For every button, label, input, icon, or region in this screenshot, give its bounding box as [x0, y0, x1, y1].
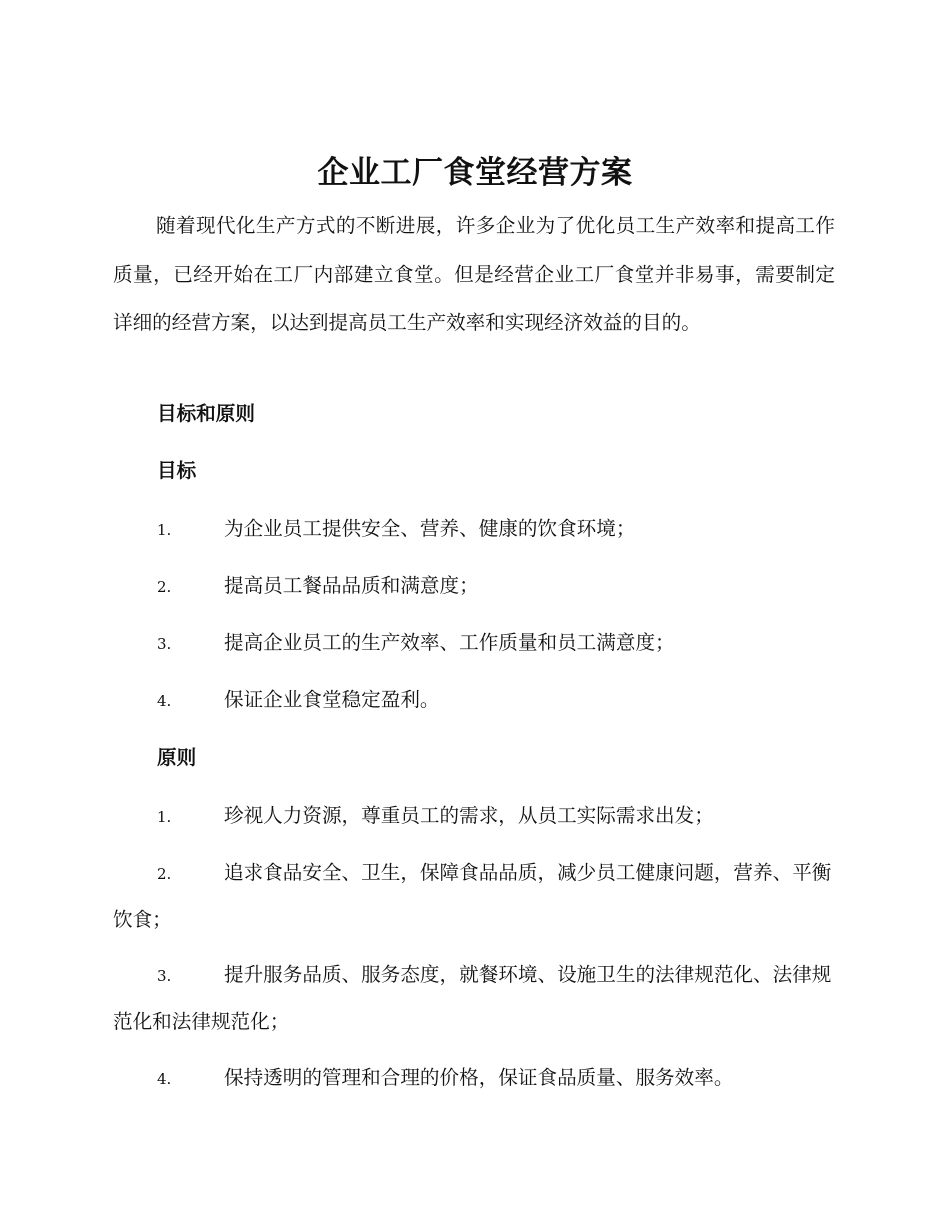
list-number: 4.: [157, 692, 172, 710]
list-item-text: 珍视人力资源，尊重员工的需求，从员工实际需求出发；: [224, 804, 714, 827]
list-item-text: 提升服务品质、服务态度，就餐环境、设施卫生的法律规范化、法律规范化和法律规范化；: [113, 963, 832, 1033]
goal-item-4: [113, 677, 835, 724]
section-heading-goals-principles: 目标和原则: [157, 402, 255, 425]
list-item-text: 保持透明的管理和合理的价格，保证食品质量、服务效率。: [224, 1066, 734, 1089]
document-title: 企业工厂食堂经营方案: [317, 155, 633, 191]
intro-paragraph: 随着现代化生产方式的不断进展，许多企业为了优化员工生产效率和提高工作质量，已经开始在工厂内部建立食堂。但是经营企业工厂食堂并非易事，需要制定详细的经营方案，以达到提高员工生产效率和实现经济效益的目的。: [113, 214, 835, 334]
list-item-text: 追求食品安全、卫生，保障食品品质，减少员工健康问题，营养、平衡饮食；: [113, 861, 832, 931]
list-number: 4.: [157, 1070, 172, 1088]
list-number: 1.: [157, 521, 172, 539]
list-number: 3.: [157, 967, 172, 985]
principle-item-4: [113, 1055, 835, 1102]
principle-item-2: [113, 850, 835, 943]
principle-item-3: [113, 952, 835, 1045]
principles-heading: 原则: [157, 746, 197, 769]
list-item-text: 保证企业食堂稳定盈利。: [224, 688, 440, 711]
goal-item-3: [113, 620, 835, 667]
list-number: 3.: [157, 635, 172, 653]
list-item-text: 为企业员工提供安全、营养、健康的饮食环境；: [224, 517, 636, 540]
list-number: 2.: [157, 578, 172, 596]
list-number: 1.: [157, 808, 172, 826]
list-item-text: 提高企业员工的生产效率、工作质量和员工满意度；: [224, 631, 675, 654]
list-item-text: 提高员工餐品品质和满意度；: [224, 574, 479, 597]
goal-item-1: [113, 506, 835, 553]
goals-heading: 目标: [157, 459, 197, 482]
principle-item-1: [113, 793, 835, 840]
list-number: 2.: [157, 865, 172, 883]
goal-item-2: [113, 563, 835, 610]
